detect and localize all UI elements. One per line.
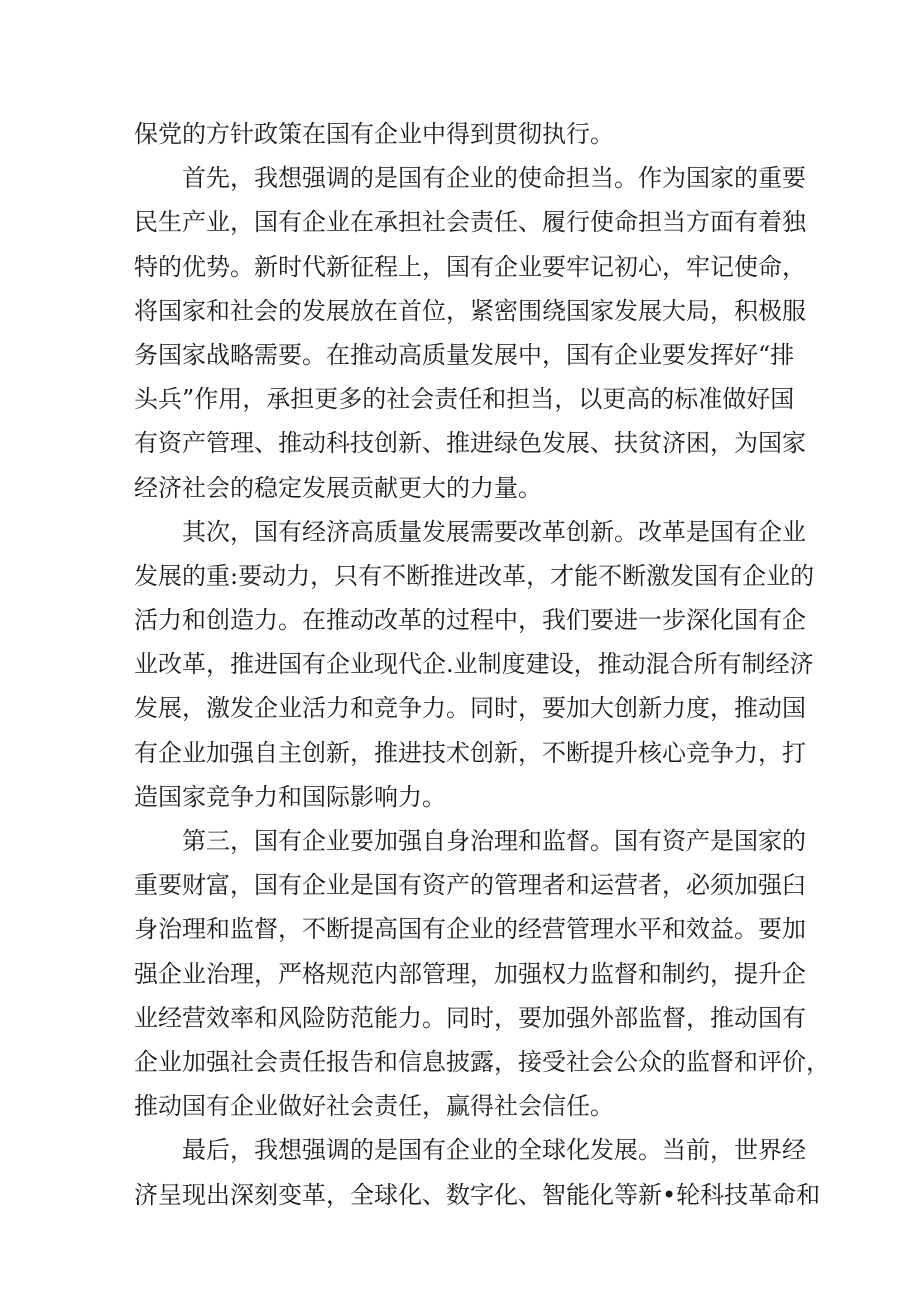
paragraph-globalization [134,1128,821,1216]
document-body [134,112,830,1217]
text-line: 有资产管理、推动科技创新、推进绿色发展、扶贫济困，为国家 [134,429,806,458]
text-line: 首先，我想强调的是国有企业的使命担当。作为国家的重要 [182,164,806,193]
text-line: 保党的方针政策在国有企业中得到贯彻执行。 [134,120,614,148]
text-line: 民生产业，国有企业在承担社会责任、履行使命担当方面有着独 [134,208,806,237]
paragraph-governance [134,819,830,1128]
text-line: 第三，国有企业要加强自身治理和监督。国有资产是国家的 [182,827,806,855]
text-line: 活力和创造力。在推动改革的过程中，我们要进一步深化国有企 [134,606,806,635]
paragraph-reform [134,510,815,819]
paragraph-mission [134,156,806,510]
text-line: 将国家和社会的发展放在首位，紧密围绕国家发展大局，积极服 [134,296,806,325]
text-line: 业经营效率和风险防范能力。同时，要加强外部监督，推动国有 [134,1003,806,1032]
text-line: 重要财富，国有企业是国有资产的管理者和运营者，必须加强臼 [134,871,806,900]
text-line: 特的优势。新时代新征程上，国有企业要牢记初心，牢记使命， [134,252,806,281]
paragraph-continuation [134,112,790,156]
text-line: 强企业治理，严格规范内部管理，加强权力监督和制约，提升企 [134,959,806,988]
text-line: 造国家竞争力和国际影响力。 [134,782,446,811]
text-line: 其次，国有经济高质量发展需要改革创新。改革是国有企业 [182,517,806,546]
text-line: 有企业加强自主创新，推进技术创新，不断提升核心竞争力，打 [134,738,806,767]
text-line: 头兵”作用，承担更多的社会责任和担当，以更高的标准做好国 [134,385,795,414]
text-line: 身治理和监督，不断提高国有企业的经营管理水平和效益。要加 [134,915,806,944]
text-line: 务国家战略需要。在推动高质量发展中，国有企业要发挥好“排 [134,340,795,369]
text-line: 发展的重:要动力，只有不断推进改革，才能不断激发国有企业的 [134,561,815,590]
text-line: 推动国有企业做好社会责任，赢得社会信任。 [134,1092,614,1121]
text-line: 济呈现出深刻变革，全球化、数字化、智能化等新•轮科技革命和 [134,1180,821,1209]
text-line: 最后，我想强调的是国有企业的全球化发展。当前，世界经 [182,1136,806,1165]
text-line: 发展，激发企业活力和竞争力。同时，要加大创新力度，推动国 [134,694,806,723]
text-line: 业改革，推进国有企业现代企.业制度建设，推动混合所有制经济 [134,650,814,679]
text-line: 经济社会的稳定发展贡献更大的力量。 [134,473,542,502]
text-line: 企业加强社会责任报告和信息披露，接受社会公众的监督和评价， [134,1047,830,1076]
